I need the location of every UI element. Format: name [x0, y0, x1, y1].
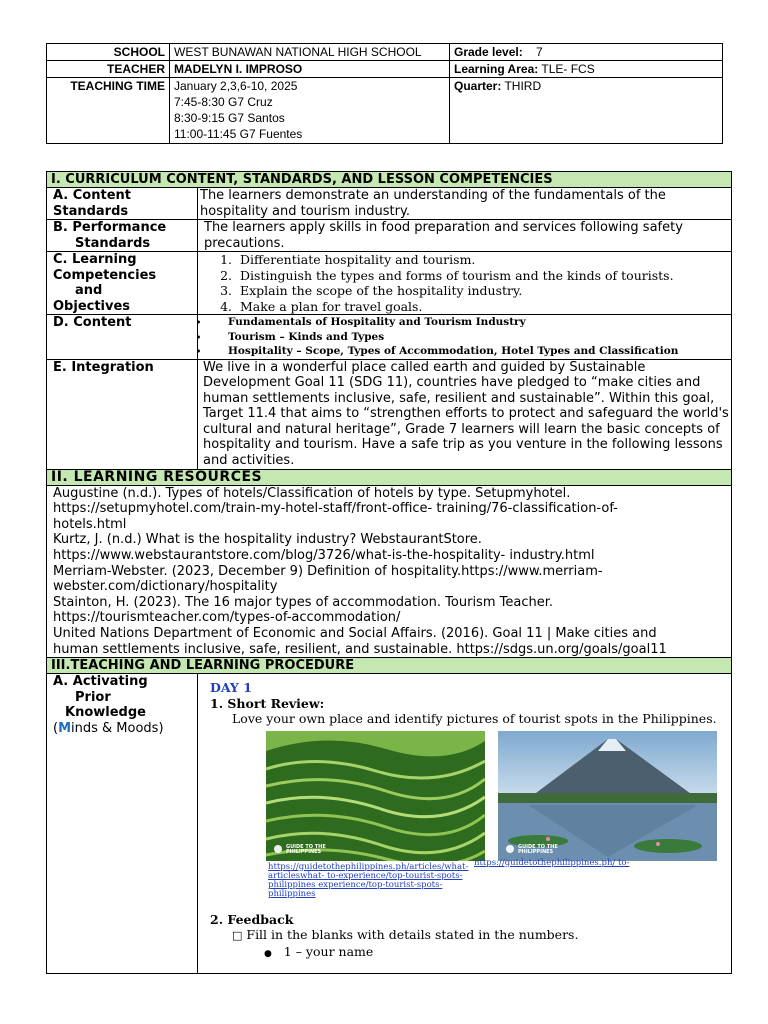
grade-level-cell	[450, 44, 723, 61]
content-label: D. Content	[47, 315, 198, 360]
teaching-time-value	[170, 78, 450, 144]
resources-cell	[47, 485, 732, 658]
checkbox-icon: □	[232, 929, 243, 943]
objectives-list	[200, 252, 729, 314]
quarter-label: Quarter:	[454, 79, 502, 93]
resource-line: United Nations Department of Economic and Social Affairs. (2016). Goal 11 | Make cities and	[53, 626, 657, 641]
feedback-subitem-text: 1 – your name	[283, 943, 374, 959]
resource-line: https://tourismteacher.com/types-of-accommodation/	[53, 610, 401, 626]
teaching-time-line: 8:30-9:15 G7 Santos	[174, 111, 285, 125]
label-line: A. Content	[53, 188, 131, 203]
objective-item: 2. Distinguish the types and forms of tourism and the kinds of tourists.	[236, 268, 729, 284]
procedure-cell	[198, 674, 732, 974]
resource-line: Stainton, H. (2023). The 16 major types of accommodation. Tourism Teacher.	[53, 594, 553, 610]
resource-line: https://setupmyhotel.com/train-my-hotel-staff/front-office- training/76-classification-of-	[53, 501, 618, 517]
label-line: and	[75, 283, 103, 298]
feedback-item	[210, 927, 729, 944]
rice-terraces-illustration	[266, 731, 485, 861]
learning-area-label: Learning Area:	[454, 62, 539, 76]
m-letter: M	[58, 720, 72, 736]
label-line: Standards	[53, 203, 129, 219]
resource-line: hotels.html	[53, 516, 127, 532]
quarter-value: THIRD	[504, 79, 542, 93]
performance-standards-label	[47, 220, 198, 252]
activating-knowledge-label	[47, 674, 198, 974]
paren: (	[53, 720, 59, 736]
integration-label: E. Integration	[47, 359, 198, 469]
grade-level-value: 7	[536, 45, 543, 59]
resource-line: Kurtz, J. (n.d.) What is the hospitality industry? WebstaurantStore.	[53, 532, 482, 548]
resource-line: human settlements inclusive, safe, resilient, and sustainable. https://sdgs.un.org/goals/goal11	[53, 641, 667, 657]
quarter-cell	[450, 78, 723, 144]
label-line: Objectives	[53, 298, 131, 314]
feedback-item-text: Fill in the blanks with details stated in the numbers.	[246, 927, 579, 943]
content-cell	[198, 315, 732, 360]
header-table	[46, 43, 723, 144]
content-standards-label	[47, 188, 198, 220]
objective-item: 1. Differentiate hospitality and tourism.	[236, 252, 729, 268]
integration-text: We live in a wonderful place called earth and guided by Sustainable Development Goal 11 (SDG 11), countries have pledged to “make cities and human settlements inclusive, safe, resilient and sustainable”. Within this goal, Target 11.4 that aims to “strengthen efforts to protect and safeguard the world's cultural and natural heritage”, Grade 7 learners will learn the basic concepts of hospitality and tourism. Have a safe trip as you venture in the following lessons and activities.	[198, 359, 732, 469]
short-review-text: Love your own place and identify pictures of tourist spots in the Philippines.	[232, 711, 717, 727]
short-review-title: 1. Short Review:	[210, 695, 325, 711]
section-3-title: III.TEACHING AND LEARNING PROCEDURE	[47, 658, 732, 674]
content-item: • Tourism – Kinds and Types	[200, 330, 729, 345]
objectives-cell	[198, 252, 732, 315]
teaching-time-line: January 2,3,6-10, 2025	[174, 79, 298, 93]
label-line: Prior	[75, 689, 111, 705]
minds-moods-label	[53, 721, 195, 737]
tourist-spot-pictures	[210, 727, 729, 912]
content-item: • Hospitality – Scope, Types of Accommodation, Hotel Types and Classification	[200, 344, 729, 359]
content-list	[200, 315, 729, 359]
feedback-subitem	[210, 944, 729, 963]
learning-competencies-label	[47, 252, 198, 315]
lesson-plan-table	[46, 171, 732, 974]
objective-item: 4. Make a plan for travel goals.	[236, 299, 729, 315]
label-line: A. Activating	[53, 674, 148, 690]
mayon-volcano-illustration	[498, 731, 717, 861]
school-value: WEST BUNAWAN NATIONAL HIGH SCHOOL	[170, 44, 450, 61]
school-label: SCHOOL	[47, 44, 170, 61]
learning-area-value: TLE- FCS	[541, 62, 595, 76]
label-line: Standards	[75, 235, 151, 251]
grade-level-label: Grade level:	[454, 45, 523, 59]
image-watermark: GUIDE TO THE PHILIPPINES	[518, 843, 558, 855]
image-caption-left[interactable]: https://guidetothephilippines.ph/articles/what-articleswhat- to-experience/top-tourist-spots-philippines experience/top-tourist-spots-philippines	[268, 861, 469, 899]
section-2-title: II. LEARNING RESOURCES	[47, 469, 732, 485]
rice-terraces-image	[266, 731, 485, 861]
image-caption-right[interactable]: https://guidetothephilippines.ph/ to-	[474, 857, 630, 868]
label-line: C. Learning	[53, 252, 137, 267]
performance-standards-text: The learners apply skills in food preparation and services following safety precautions.	[198, 220, 732, 252]
section-1-title: I. CURRICULUM CONTENT, STANDARDS, AND LESSON COMPETENCIES	[47, 172, 732, 188]
minds-moods-text: inds & Moods)	[71, 720, 164, 736]
teacher-value: MADELYN I. IMPROSO	[170, 61, 450, 78]
learning-area-cell	[450, 61, 723, 78]
content-standards-text: The learners demonstrate an understanding of the fundamentals of the hospitality and tourism industry.	[198, 188, 732, 220]
image-watermark: GUIDE TO THE PHILIPPINES	[286, 843, 326, 855]
objective-item: 3. Explain the scope of the hospitality industry.	[236, 283, 729, 299]
feedback-title: 2. Feedback	[210, 911, 294, 927]
teaching-time-line: 7:45-8:30 G7 Cruz	[174, 95, 273, 109]
day-label: DAY 1	[210, 680, 252, 696]
resource-line: https://www.webstaurantstore.com/blog/3726/what-is-the-hospitality- industry.html	[53, 548, 595, 564]
mayon-volcano-image	[498, 731, 717, 861]
resource-line: Merriam-Webster. (2023, December 9) Definition of hospitality.https://www.merriam-	[53, 563, 603, 579]
label-line: Knowledge	[65, 705, 146, 721]
resource-line: Augustine (n.d.). Types of hotels/Classification of hotels by type. Setupmyhotel.	[53, 485, 571, 501]
content-item: • Fundamentals of Hospitality and Tourism Industry	[200, 315, 729, 330]
teacher-label: TEACHER	[47, 61, 170, 78]
label-line: B. Performance	[53, 220, 167, 235]
label-line: Competencies	[53, 267, 157, 283]
resource-line: webster.com/dictionary/hospitality	[53, 579, 278, 595]
bullet-icon: ●	[264, 948, 272, 959]
teaching-time-line: 11:00-11:45 G7 Fuentes	[174, 127, 303, 141]
teaching-time-label: TEACHING TIME	[47, 78, 170, 144]
